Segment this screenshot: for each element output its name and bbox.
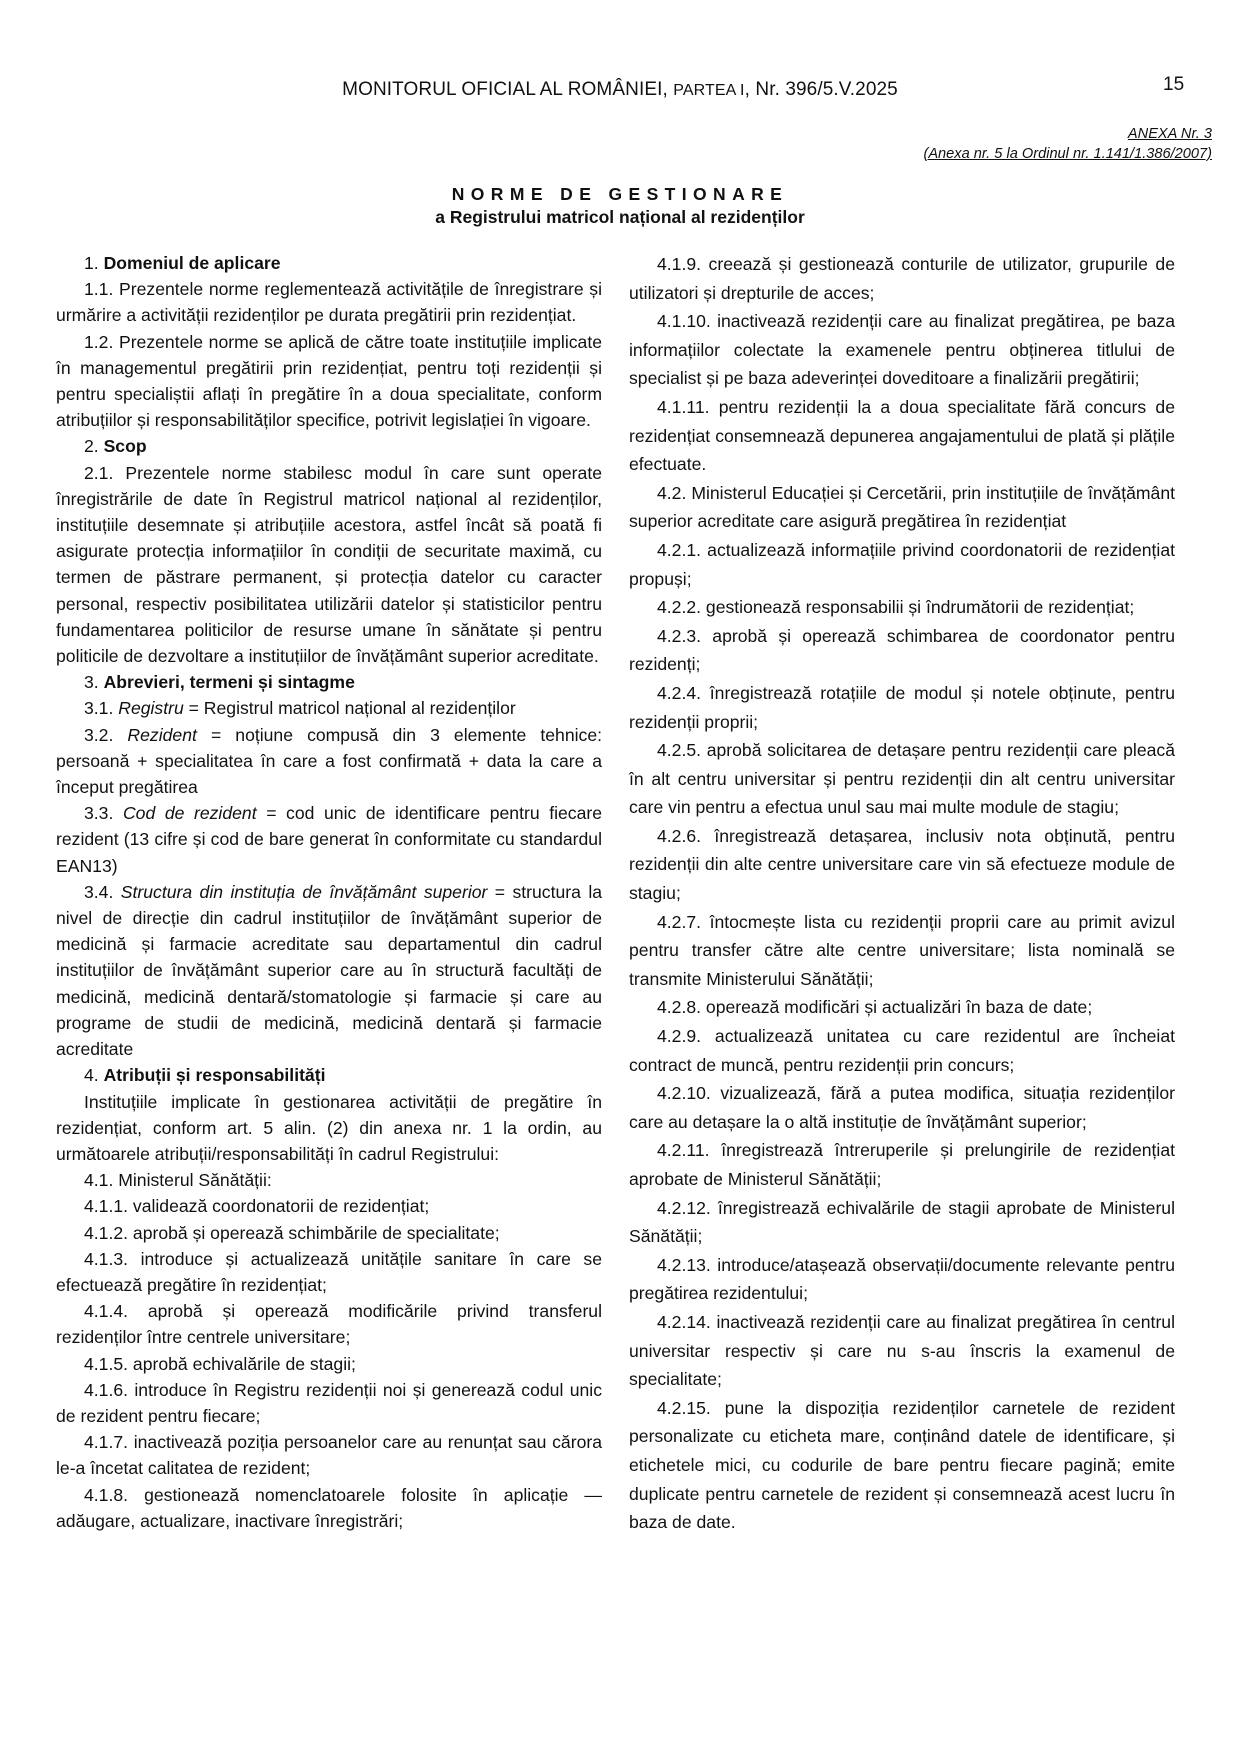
paragraph: 4.2. Ministerul Educației și Cercetării, prin instituțiile de învățământ superior acreditate care asigură pregătirea în rezidențiat (629, 482, 1175, 532)
definition-term: Rezident (127, 724, 197, 745)
section-title: Atribuții și responsabilități (103, 1065, 326, 1086)
definition-text: = structura la nivel de direcție din cadrul instituțiilor de învățământ superior de medicină și farmacie acreditate sau departamentul din cadrul instituțiilor de învățământ superior care au în structură facultăți de medicină, medicină dentară/stomatologie și farmacie și care au programe de studii de medicină, medicină dentară și farmacie acreditate (56, 881, 603, 1060)
list-item: 4.1.2. aprobă și operează schimbările de specialitate; (84, 1222, 500, 1243)
definition-text: = noțiune compusă din 3 elemente tehnice: persoană + specialitatea în care a fost confirmată + data la care a început pregătirea (56, 724, 602, 798)
section-heading (56, 1062, 602, 1088)
list-item: 4.1.5. aprobă echivalările de stagii; (84, 1353, 356, 1374)
section-heading (56, 433, 602, 459)
definition-text: = Registrul matricol național al rezidenților (183, 698, 516, 719)
paragraph: 1.2. Prezentele norme se aplică de către toate instituțiile implicate în managementul pregătirii prin rezidențiat, pentru toți rezidenții și pentru specialiștii aflați în pregătire în a doua specialitate, conform atribuțiilor și responsabilităților specifice, potrivit legislației în vigoare. (56, 331, 602, 431)
definition-number: 3.4. (84, 881, 121, 902)
page-number: 15 (1163, 74, 1185, 95)
left-column (56, 250, 602, 1534)
section-title: Abrevieri, termeni și sintagme (103, 672, 355, 693)
definition-number: 3.1. (84, 698, 119, 719)
definition-text: = cod unic de identificare pentru fiecare rezident (13 cifre și cod de bare generat în conformitate cu standardul EAN13) (56, 803, 603, 876)
definition (56, 800, 602, 879)
list-item: 4.2.12. înregistrează echivalările de stagii aprobate de Ministerul Sănătății; (629, 1197, 1175, 1247)
list-item: 4.1.10. inactivează rezidenții care au finalizat pregătirea, pe baza informațiilor colectate la examenele pentru obținerea titlului de specialist și pe baza adeverinței doveditoare a finalizării pregătirii; (629, 311, 1175, 389)
definition-term: Registru (118, 698, 184, 719)
list-item: 4.1.7. inactivează poziția persoanelor care au renunțat sau cărora le-a încetat calitatea de rezident; (56, 1432, 602, 1479)
list-item: 4.2.7. întocmește lista cu rezidenții proprii care au primit avizul pentru transfer către alte centre universitare; lista nominală se transmite Ministerului Sănătății; (629, 911, 1175, 989)
paragraph: 1.1. Prezentele norme reglementează activitățile de înregistrare și urmărire a activității rezidenților pe durata pregătirii prin rezidențiat. (56, 279, 602, 326)
section-number: 2. (84, 436, 104, 457)
paragraph: 4.1. Ministerul Sănătății: (84, 1170, 272, 1191)
header-title-main: MONITORUL OFICIAL AL ROMÂNIEI, (342, 79, 674, 100)
section-number: 3. (84, 672, 104, 693)
definition (56, 695, 602, 721)
list-item: 4.2.1. actualizează informațiile privind coordonatorii de rezidențiat propuși; (629, 539, 1175, 589)
right-column (629, 250, 1175, 1537)
list-item: 4.2.10. vizualizează, fără a putea modifica, situația rezidenților care au detașare la o altă instituție de învățământ superior; (629, 1083, 1175, 1132)
section-title: Domeniul de aplicare (103, 253, 281, 273)
list-item: 4.2.3. aprobă și operează schimbarea de coordonator pentru rezidenți; (629, 625, 1175, 675)
definition-number: 3.2. (84, 724, 128, 745)
list-item: 4.2.8. operează modificări și actualizări în baza de date; (657, 997, 1093, 1018)
header-title-tail: , Nr. 396/5.V.2025 (744, 79, 898, 100)
gazette-header (0, 79, 1240, 101)
document-title-line1: NORME DE GESTIONARE (451, 184, 789, 204)
annex-number: ANEXA Nr. 3 (1127, 126, 1212, 142)
section-heading (56, 669, 602, 695)
definition (56, 879, 602, 1062)
paragraph: 2.1. Prezentele norme stabilesc modul în care sunt operate înregistrările de date în Registrul matricol național al rezidenților, instituțiile desemnate și atribuțiile acestora, astfel încât să poată fi asigurate protecția informațiilor în condiții de securitate maximă, cu termen de păstrare permanent, și protecția datelor cu caracter personal, respectiv posibilitatea utilizării datelor și statisticilor pentru fundamentarea politicilor de resurse umane în sănătate și pentru politicile de dezvoltare a instituțiilor de învățământ superior acreditate. (56, 462, 602, 667)
list-item: 4.2.14. inactivează rezidenții care au finalizat pregătirea în centrul universitar respectiv și care nu s-au înscris la examenul de specialitate; (629, 1311, 1175, 1390)
definition-term: Cod de rezident (122, 803, 257, 824)
list-item: 4.2.9. actualizează unitatea cu care rezidentul are încheiat contract de muncă, pentru rezidenții prin concurs; (629, 1026, 1175, 1075)
definition (56, 722, 602, 801)
list-item: 4.1.1. validează coordonatorii de rezidențiat; (84, 1196, 430, 1217)
document-title-line2: a Registrului matricol național al rezidenților (435, 207, 805, 227)
paragraph: Instituțiile implicate în gestionarea activității de pregătire în rezidențiat, conform art. 5 alin. (2) din anexa nr. 1 la ordin, au următoarele atribuții/responsabilități în cadrul Registrului: (56, 1091, 602, 1164)
list-item: 4.1.3. introduce și actualizează unitățile sanitare în care se efectuează pregătire în rezidențiat; (56, 1248, 602, 1295)
list-item: 4.1.4. aprobă și operează modificările privind transferul rezidenților între centrele universitare; (56, 1301, 602, 1348)
list-item: 4.2.11. înregistrează întreruperile și prelungirile de rezidențiat aprobate de Ministerul Sănătății; (629, 1140, 1175, 1189)
list-item: 4.2.13. introduce/atașează observații/documente relevante pentru pregătirea rezidentului; (629, 1254, 1175, 1304)
annex-reference (923, 124, 1212, 164)
section-number: 1. (84, 253, 104, 273)
list-item: 4.1.6. introduce în Registru rezidenții noi și generează codul unic de rezident pentru fiecare; (56, 1379, 602, 1426)
list-item: 4.1.8. gestionează nomenclatoarele folosite în aplicație — adăugare, actualizare, inactivare înregistrări; (56, 1484, 602, 1531)
list-item: 4.2.2. gestionează responsabilii și îndrumătorii de rezidențiat; (657, 597, 1135, 618)
document-title (0, 183, 1240, 229)
list-item: 4.2.15. pune la dispoziția rezidenților carnetele de rezident personalizate cu eticheta mare, conținând datele de identificare, și etichetele mici, cu codurile de bare pentru fiecare pagină; emite duplicate pentru carnetele de rezident și consemnează acest lucru în baza de date. (629, 1397, 1175, 1533)
list-item: 4.2.6. înregistrează detașarea, inclusiv nota obținută, pentru rezidenții din alte centre universitare care vin să efectueze module de stagiu; (629, 825, 1175, 904)
definition-term: Structura din instituția de învățământ superior (120, 881, 488, 902)
list-item: 4.2.5. aprobă solicitarea de detașare pentru rezidenții care pleacă în alt centru universitar și pentru rezidenții din alt centru universitar care vin pentru a efectua unul sau mai multe module de stagiu; (629, 740, 1175, 818)
list-item: 4.1.11. pentru rezidenții la a doua specialitate fără concurs de rezidențiat consemnează depunerea angajamentului de plată și plățile efectuate. (629, 396, 1175, 475)
annex-source: (Anexa nr. 5 la Ordinul nr. 1.141/1.386/2007) (923, 146, 1212, 162)
list-item: 4.2.4. înregistrează rotațiile de modul și notele obținute, pentru rezidenții proprii; (629, 682, 1175, 732)
definition-number: 3.3. (84, 803, 123, 824)
section-title: Scop (103, 436, 147, 457)
header-title-part: PARTEA I (673, 82, 745, 99)
section-number: 4. (84, 1065, 104, 1086)
list-item: 4.1.9. creează și gestionează conturile de utilizator, grupurile de utilizatori și drepturile de acces; (629, 254, 1175, 303)
section-heading (56, 250, 602, 276)
